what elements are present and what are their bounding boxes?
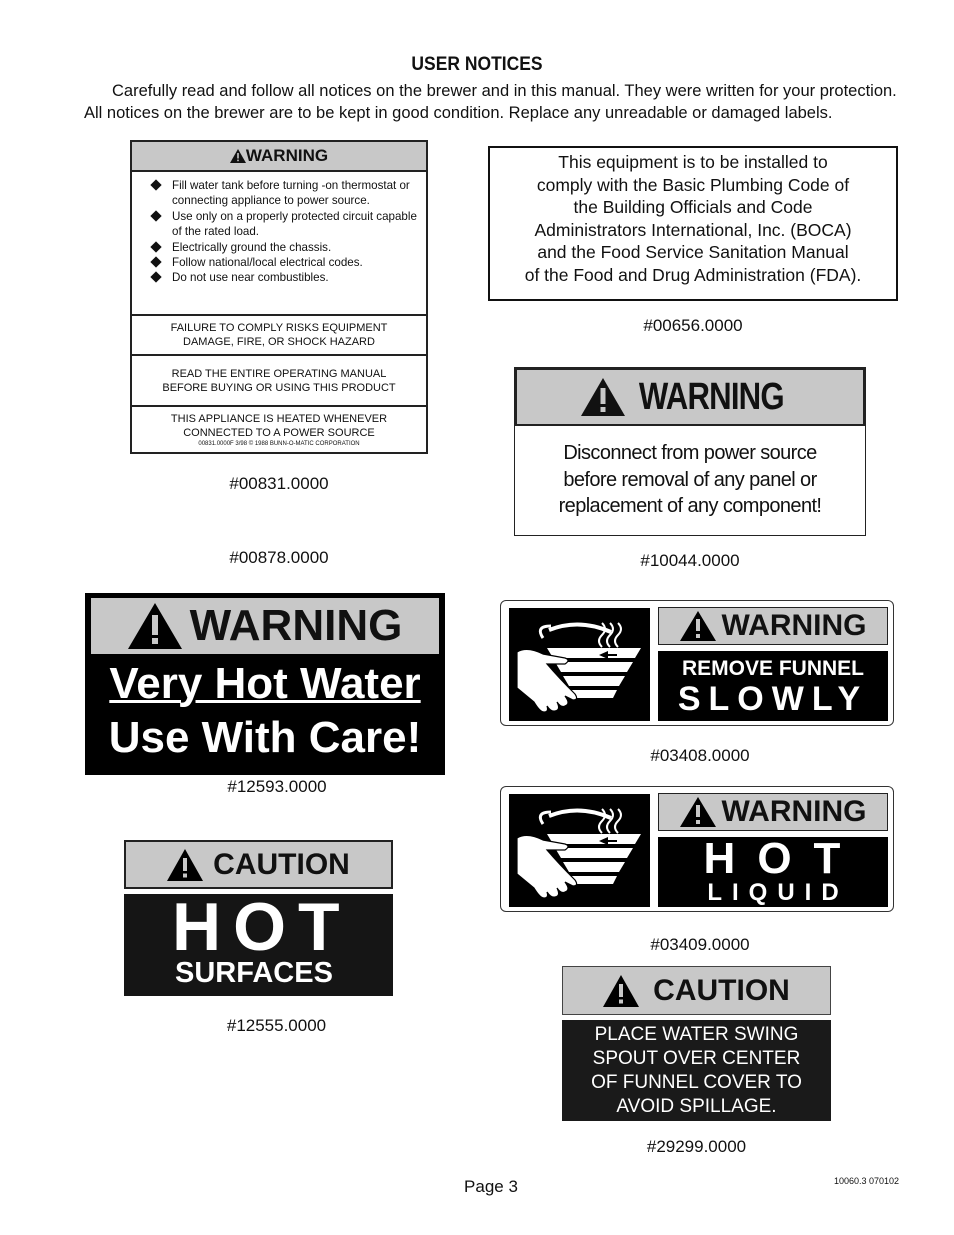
bullet-text: Follow national/local electrical codes. <box>172 256 363 270</box>
warning-triangle-icon <box>167 849 203 881</box>
section-line: BEFORE BUYING OR USING THIS PRODUCT <box>162 382 396 394</box>
label-header-text: WARNING <box>638 375 784 418</box>
label-line-1 <box>85 659 445 709</box>
caution-label-12555-header <box>124 840 393 889</box>
warning-label-12593 <box>85 593 445 775</box>
warning-bullet-list <box>132 172 426 286</box>
warning-triangle-icon <box>230 149 246 163</box>
label-line: PLACE WATER SWING <box>594 1024 799 1045</box>
label-line-1: HOT <box>172 889 352 965</box>
label-line: the Building Officials and Code <box>573 197 813 218</box>
page-heading: USER NOTICES <box>411 54 543 75</box>
label-header <box>658 607 888 645</box>
bullet-text: Electrically ground the chassis. <box>172 240 332 254</box>
bullet-text: Use only on a properly protected circuit capable of the rated load. <box>172 209 417 239</box>
list-item <box>150 255 426 270</box>
diamond-bullet-icon <box>150 179 161 190</box>
label-line-2: Use With Care! <box>108 713 422 762</box>
plumbing-code-label-00656 <box>488 146 898 301</box>
label-line: replacement of any component! <box>558 495 822 517</box>
warning-triangle-icon <box>680 797 716 827</box>
label-body <box>658 834 888 907</box>
caution-label-29299-header <box>562 966 831 1015</box>
section-line: READ THE ENTIRE OPERATING MANUAL <box>171 368 387 380</box>
part-number-29299: #29299.0000 <box>646 1137 747 1156</box>
label-line: AVOID SPILLAGE. <box>616 1096 777 1117</box>
intro-line-2: All notices on the brewer are to be kept in good condition. Replace any unreadable or damaged labels. <box>84 104 833 122</box>
label-section-heated <box>132 405 426 453</box>
warning-label-00831 <box>130 140 428 454</box>
part-number-03408: #03408.0000 <box>650 746 750 765</box>
diamond-bullet-icon <box>150 272 161 283</box>
caution-label-12555-body <box>124 889 393 996</box>
label-header <box>515 368 865 426</box>
document-number: 10060.3 070102 <box>834 1176 900 1186</box>
part-number-12593: #12593.0000 <box>227 777 327 796</box>
label-header-text: CAUTION <box>213 847 350 881</box>
bullet-text: Fill water tank before turning -on thermostat or connecting appliance to power source. <box>172 179 410 208</box>
warning-label-10044 <box>514 367 866 536</box>
label-line: comply with the Basic Plumbing Code of <box>536 174 850 195</box>
part-number-10044: #10044.0000 <box>640 551 740 570</box>
label-line: Disconnect from power source <box>563 442 817 464</box>
warning-triangle-icon <box>581 378 625 416</box>
diamond-bullet-icon <box>150 241 161 252</box>
label-line: of the Food and Drug Administration (FDA). <box>524 264 862 285</box>
label-line-2: SURFACES <box>175 957 333 989</box>
label-line: before removal of any panel or <box>563 468 817 491</box>
diamond-bullet-icon <box>150 256 161 267</box>
part-number-03409: #03409.0000 <box>650 935 750 954</box>
label-line-2: LIQUID <box>707 879 849 906</box>
label-line: Administrators International, Inc. (BOCA) <box>534 219 852 240</box>
label-line: SPOUT OVER CENTER <box>592 1048 801 1069</box>
label-header-text: WARNING <box>245 146 329 165</box>
section-line: CONNECTED TO A POWER SOURCE <box>183 426 375 439</box>
warning-triangle-icon <box>128 603 182 649</box>
part-number-00656: #00656.0000 <box>643 316 743 335</box>
section-line: DAMAGE, FIRE, OR SHOCK HAZARD <box>183 336 375 348</box>
label-header <box>658 793 888 831</box>
part-number-00831: #00831.0000 <box>229 474 329 493</box>
label-header-text: WARNING <box>721 609 867 642</box>
hand-funnel-icon <box>509 794 650 907</box>
list-item <box>150 270 426 285</box>
label-line-1: REMOVE FUNNEL <box>681 657 864 680</box>
section-line: FAILURE TO COMPLY RISKS EQUIPMENT <box>170 322 388 334</box>
diamond-bullet-icon <box>150 210 161 221</box>
part-number-12555: #12555.0000 <box>226 1016 327 1035</box>
label-section-manual <box>132 354 426 406</box>
list-item <box>150 209 426 240</box>
list-item <box>150 178 426 209</box>
label-line-2: SLOWLY <box>677 680 869 718</box>
warning-triangle-icon <box>603 975 639 1007</box>
label-line-1: HOT <box>703 834 863 883</box>
warning-triangle-icon <box>680 611 716 641</box>
label-line-text: Very Hot Water <box>109 659 421 708</box>
label-header-text: WARNING <box>721 795 867 828</box>
label-header-text: WARNING <box>189 601 403 650</box>
part-number-00878: #00878.0000 <box>229 548 329 567</box>
label-header <box>132 142 426 172</box>
caution-label-29299-body <box>562 1020 831 1121</box>
section-line: THIS APPLIANCE IS HEATED WHENEVER <box>170 412 388 425</box>
label-text <box>494 151 892 287</box>
label-header <box>91 598 439 654</box>
label-header-text: CAUTION <box>653 973 790 1007</box>
list-item <box>150 240 426 255</box>
label-fineprint: 00831.0000F 3/98 © 1988 BUNN-O-MATIC CORPORATION <box>198 440 360 447</box>
bullet-text: Do not use near combustibles. <box>172 271 329 285</box>
label-section-failure <box>132 314 426 354</box>
intro-text <box>84 80 914 124</box>
hand-funnel-icon <box>509 608 650 721</box>
label-line: OF FUNNEL COVER TO <box>591 1072 802 1093</box>
warning-label-03408 <box>500 600 894 726</box>
warning-label-03409 <box>500 786 894 912</box>
label-body <box>515 426 865 520</box>
page-number: Page 3 <box>464 1177 518 1196</box>
label-body <box>658 651 888 721</box>
intro-line-1: Carefully read and follow all notices on the brewer and in this manual. They were written for your protection. <box>112 82 897 100</box>
label-line: and the Food Service Sanitation Manual <box>537 242 849 263</box>
label-line: This equipment is to be installed to <box>558 152 828 172</box>
